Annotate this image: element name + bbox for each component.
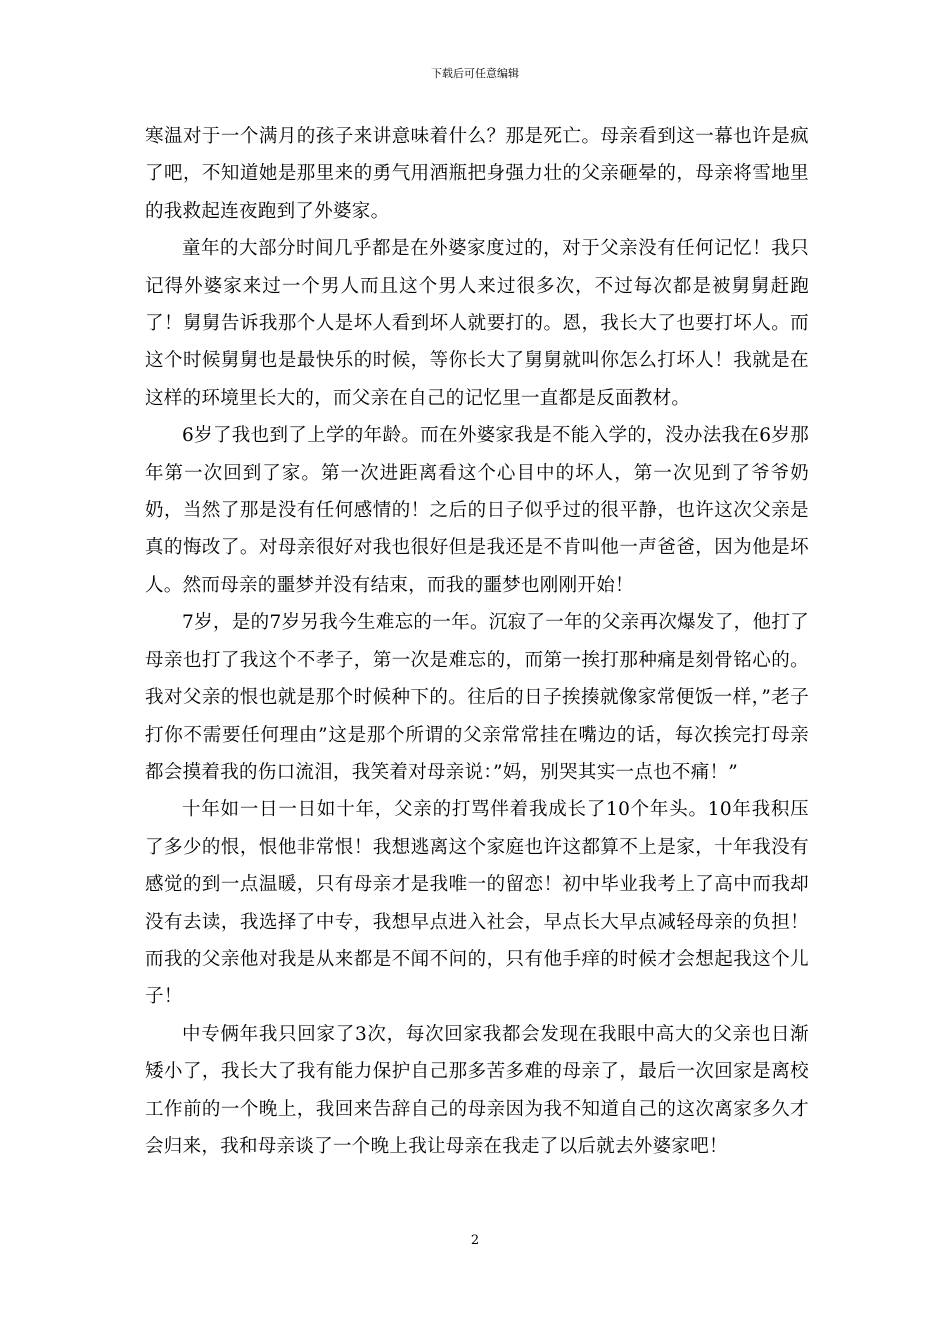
paragraph-3: 6岁了我也到了上学的年龄。而在外婆家我是不能入学的，没办法我在6岁那年第一次回到了家。第一次进距离看这个心目中的坏人，第一次见到了爷爷奶奶，当然了那是没有任何感情的！之后的日子似乎过的很平静，也许这次父亲是真的悔改了。对母亲很好对我也很好但是我还是不肯叫他一声爸爸，因为他是坏人。然而母亲的噩梦并没有结束，而我的噩梦也刚刚开始！	[145, 425, 809, 596]
paragraph-4: 7岁，是的7岁另我今生难忘的一年。沉寂了一年的父亲再次爆发了，他打了母亲也打了我这个不孝子，第一次是难忘的，而第一挨打那种痛是刻骨铭心的。我对父亲的恨也就是那个时候种下的。往后的日子挨揍就像家常便饭一样，”老子打你不需要任何理由”这是那个所谓的父亲常常挂在嘴边的话，每次挨完打母亲都会摸着我的伤口流泪，我笑着对母亲说：”妈，别哭其实一点也不痛！”	[145, 612, 809, 783]
page-header: 下载后可任意编辑	[431, 67, 519, 80]
document-body	[145, 118, 809, 1165]
paragraph-2: 童年的大部分时间几乎都是在外婆家度过的，对于父亲没有任何记忆！我只记得外婆家来过一个男人而且这个男人来过很多次，不过每次都是被舅舅赶跑了！舅舅告诉我那个人是坏人看到坏人就要打的。恩，我长大了也要打坏人。而这个时候舅舅也是最快乐的时候，等你长大了舅舅就叫你怎么打坏人！我就是在这样的环境里长大的，而父亲在自己的记忆里一直都是反面教材。	[145, 238, 809, 409]
paragraph-1: 寒温对于一个满月的孩子来讲意味着什么？那是死亡。母亲看到这一幕也许是疯了吧，不知道她是那里来的勇气用酒瓶把身强力壮的父亲砸晕的，母亲将雪地里的我救起连夜跑到了外婆家。	[145, 126, 809, 222]
paragraph-6: 中专俩年我只回家了3次，每次回家我都会发现在我眼中高大的父亲也日渐矮小了，我长大了我有能力保护自己那多苦多难的母亲了，最后一次回家是离校工作前的一个晚上，我回来告辞自己的母亲因为我不知道自己的这次离家多久才会归来，我和母亲谈了一个晚上我让母亲在我走了以后就去外婆家吧！	[145, 1023, 809, 1157]
paragraph-5: 十年如一日一日如十年，父亲的打骂伴着我成长了10个年头。10年我积压了多少的恨，恨他非常恨！我想逃离这个家庭也许这都算不上是家，十年我没有感觉的到一点温暖，只有母亲才是我唯一的留恋！初中毕业我考上了高中而我却没有去读，我选择了中专，我想早点进入社会，早点长大早点减轻母亲的负担！而我的父亲他对我是从来都是不闻不问的，只有他手痒的时候才会想起我这个儿子！	[145, 799, 809, 1008]
page-number: 2	[470, 1233, 480, 1248]
